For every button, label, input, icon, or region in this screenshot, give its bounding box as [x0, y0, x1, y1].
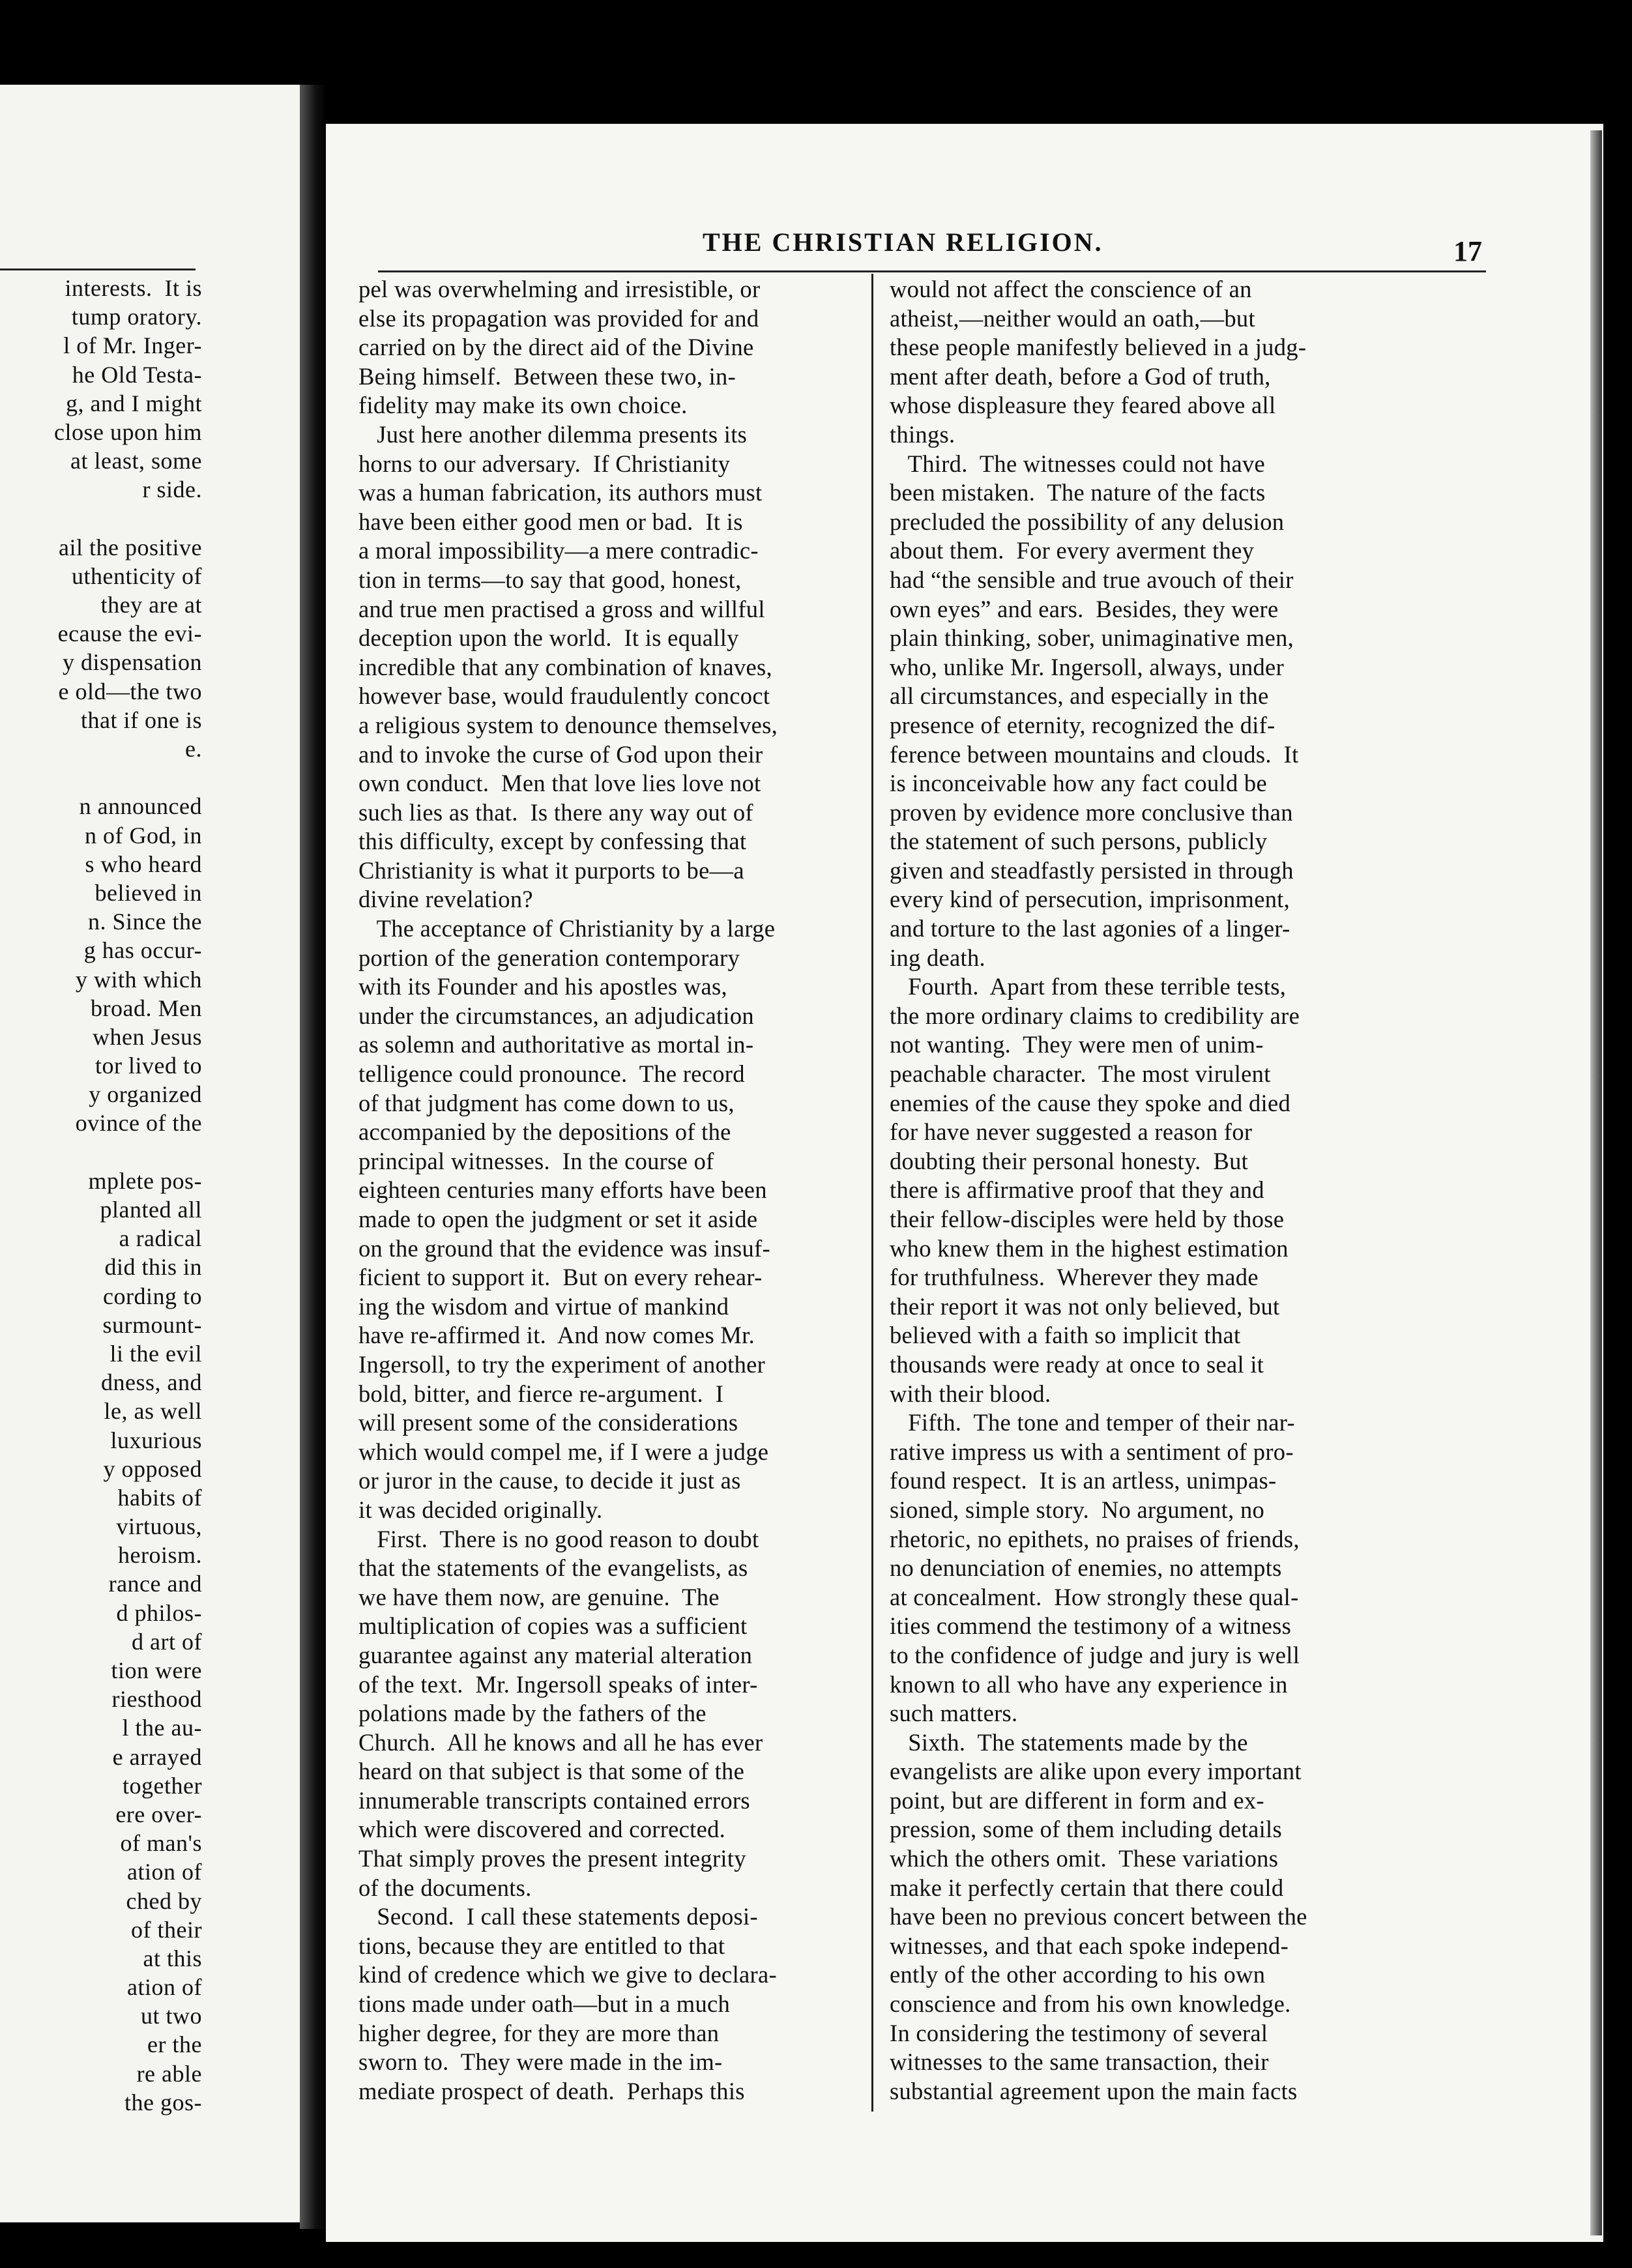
column-2-line: known to all who have any experience in	[890, 1670, 1288, 1698]
column-1-line: it was decided originally.	[358, 1496, 603, 1523]
left-page-line: ation of	[127, 1974, 202, 2001]
column-1-line: as solemn and authoritative as mortal in-	[358, 1031, 754, 1058]
column-2-line: pression, some of them including details	[890, 1816, 1282, 1843]
column-2-line: for truthfulness. Wherever they made	[890, 1264, 1259, 1291]
left-page-line: ere over-	[115, 1801, 202, 1827]
column-2-line: Third. The witnesses could not have	[890, 450, 1266, 477]
column-2-line: such matters.	[890, 1700, 1018, 1727]
column-1-line: Ingersoll, to try the experiment of another	[358, 1350, 766, 1378]
column-2-line: own eyes” and ears. Besides, they were	[890, 595, 1279, 622]
column-1-line: guarantee against any material alteration	[358, 1641, 753, 1668]
column-2-line: had “the sensible and true avouch of their	[890, 566, 1294, 593]
column-1-line: will present some of the considerations	[358, 1409, 738, 1436]
column-2-line: enemies of the cause they spoke and died	[890, 1089, 1291, 1116]
page-number: 17	[1453, 235, 1482, 267]
column-1-line: such lies as that. Is there any way out of	[358, 798, 753, 826]
column-2-line: In considering the testimony of several	[890, 2019, 1268, 2046]
left-page-line: y organized	[89, 1081, 202, 1108]
column-1-line: made to open the judgment or set it aside	[358, 1206, 758, 1232]
column-2-line: found respect. It is an artless, unimpas-	[890, 1467, 1277, 1494]
left-page-line: l of Mr. Inger-	[63, 332, 202, 359]
column-1-line: portion of the generation contemporary	[358, 944, 740, 971]
left-page-line: at this	[143, 1945, 202, 1971]
left-page-line	[0, 763, 202, 792]
text-column-1	[358, 275, 860, 2106]
column-2-line: is inconceivable how any fact could be	[890, 770, 1267, 797]
column-1-line: fidelity may make its own choice.	[358, 392, 688, 419]
column-1-line: and true men practised a gross and willful	[358, 595, 765, 622]
column-2-line: rative impress us with a sentiment of pro-	[890, 1438, 1294, 1465]
column-divider	[871, 274, 873, 2112]
left-page-line: broad. Men	[91, 995, 202, 1021]
left-page-line: virtuous,	[116, 1513, 202, 1540]
column-1-line: innumerable transcripts contained errors	[358, 1786, 750, 1814]
left-page-line: l the au-	[122, 1715, 202, 1741]
left-page-line: when Jesus	[93, 1023, 202, 1050]
left-page-head-rule	[0, 269, 196, 270]
column-1-line: that the statements of the evangelists, as	[358, 1554, 748, 1582]
column-2-line: not wanting. They were men of unim-	[890, 1031, 1264, 1058]
column-1-line: tions made under oath—but in a much	[358, 1990, 731, 2018]
column-1-line: which would compel me, if I were a judge	[358, 1438, 769, 1465]
left-page-line: re able	[136, 2060, 202, 2087]
left-page-line: ecause the evi-	[57, 620, 202, 647]
left-page-line: of man's	[120, 1830, 202, 1857]
page-edge	[1590, 130, 1602, 2235]
left-page-line: they are at	[100, 592, 202, 618]
column-2-line: proven by evidence more conclusive than	[890, 798, 1293, 826]
left-page-text-column	[0, 274, 202, 2117]
column-2-line: point, but are different in form and ex-	[890, 1786, 1264, 1814]
left-page-line: a radical	[119, 1225, 202, 1252]
column-2-line: which the others omit. These variations	[890, 1845, 1279, 1872]
column-2-line: these people manifestly believed in a judg-	[890, 334, 1307, 361]
left-page-line: riesthood	[111, 1686, 202, 1713]
column-1-line: tion in terms—to say that good, honest,	[358, 566, 742, 593]
column-1-line: telligence could pronounce. The record	[358, 1060, 745, 1088]
column-2-line: evangelists are alike upon every important	[890, 1758, 1302, 1785]
column-2-line: substantial agreement upon the main facts	[890, 2077, 1298, 2104]
column-2-line: Fourth. Apart from these terrible tests,	[890, 973, 1287, 1000]
column-1-line: we have them now, are genuine. The	[358, 1583, 720, 1610]
left-page-line: luxurious	[110, 1427, 202, 1453]
column-1-line: or juror in the cause, to decide it just as	[358, 1467, 741, 1494]
left-page-line: e arrayed	[112, 1743, 202, 1770]
left-facing-page	[0, 85, 300, 2222]
column-1-line: on the ground that the evidence was insuf-	[358, 1234, 770, 1262]
left-page-line: together	[123, 1772, 202, 1799]
column-1-line: a religious system to denounce themselves,	[358, 711, 778, 738]
column-2-line: peachable character. The most virulent	[890, 1060, 1271, 1088]
left-page-line: tion were	[111, 1657, 202, 1683]
column-2-line: at concealment. How strongly these qual-	[890, 1583, 1299, 1610]
left-page-line: ail the positive	[59, 534, 202, 560]
left-page-line: surmount-	[102, 1311, 202, 1338]
column-2-line: witnesses, and that each spoke independ-	[890, 1932, 1289, 1959]
column-2-line: presence of eternity, recognized the dif-	[890, 711, 1275, 738]
column-1-line: ing the wisdom and virtue of mankind	[358, 1292, 729, 1320]
left-page-line: n of God, in	[85, 822, 202, 849]
column-2-line: no denunciation of enemies, no attempts	[890, 1554, 1282, 1582]
column-2-line: Sixth. The statements made by the	[890, 1728, 1248, 1756]
column-2-line: the statement of such persons, publicly	[890, 828, 1268, 855]
left-page-line: interests. It is	[65, 275, 202, 301]
running-head: THE CHRISTIAN RELIGION.	[703, 227, 1103, 257]
left-page-line	[0, 504, 202, 533]
left-page-line: at least, some	[70, 448, 202, 474]
column-1-line: principal witnesses. In the course of	[358, 1147, 714, 1174]
column-1-line: Being himself. Between these two, in-	[358, 362, 736, 390]
column-2-line: would not affect the conscience of an	[890, 276, 1252, 302]
column-2-line: ment after death, before a God of truth,	[890, 362, 1271, 390]
left-page-line: d philos-	[116, 1599, 202, 1626]
column-2-line: sioned, simple story. No argument, no	[890, 1496, 1265, 1523]
column-1-line: That simply proves the present integrity	[358, 1845, 746, 1872]
column-2-line: make it perfectly certain that there could	[890, 1874, 1284, 1901]
column-1-line: mediate prospect of death. Perhaps this	[358, 2077, 745, 2104]
column-1-line: Christianity is what it purports to be—a	[358, 856, 744, 884]
column-1-line: Church. All he knows and all he has ever	[358, 1728, 763, 1756]
column-1-line: polations made by the fathers of the	[358, 1700, 707, 1727]
column-1-line: of that judgment has come down to us,	[358, 1089, 735, 1116]
column-1-line: horns to our adversary. If Christianity	[358, 450, 731, 477]
left-page-line: the gos-	[124, 2089, 202, 2115]
column-1-line: deception upon the world. It is equally	[358, 624, 739, 652]
column-1-line: have been either good men or bad. It is	[358, 508, 743, 535]
column-2-line: doubting their personal honesty. But	[890, 1147, 1249, 1174]
column-1-line: multiplication of copies was a sufficient	[358, 1612, 748, 1640]
column-1-line: own conduct. Men that love lies love not	[358, 770, 761, 797]
column-1-line: of the text. Mr. Ingersoll speaks of inter-	[358, 1670, 758, 1698]
left-page-line: n announced	[79, 793, 202, 820]
column-1-line: Second. I call these statements deposi-	[358, 1903, 758, 1930]
column-1-line: sworn to. They were made in the im-	[358, 2048, 723, 2076]
left-page-line: mplete pos-	[88, 1167, 202, 1194]
column-1-line: was a human fabrication, its authors must	[358, 479, 763, 506]
column-2-line: been mistaken. The nature of the facts	[890, 479, 1266, 506]
left-page-line: y opposed	[103, 1455, 202, 1482]
column-1-line: First. There is no good reason to doubt	[358, 1525, 759, 1552]
column-2-line: precluded the possibility of any delusion	[890, 508, 1285, 535]
left-page-line: of their	[131, 1916, 202, 1943]
column-1-line: The acceptance of Christianity by a large	[358, 915, 776, 942]
column-2-line: thousands were ready at once to seal it	[890, 1350, 1264, 1378]
column-2-line: ently of the other according to his own	[890, 1961, 1266, 1988]
column-1-line: however base, would fraudulently concoct	[358, 682, 770, 710]
column-2-line: who, unlike Mr. Ingersoll, always, under	[890, 653, 1285, 680]
text-column-2	[890, 275, 1398, 2106]
left-page-line: g has occur-	[83, 937, 202, 964]
right-page	[326, 124, 1603, 2242]
left-page-line: believed in	[95, 879, 202, 906]
left-page-line: dness, and	[101, 1369, 202, 1396]
column-1-line: have re-affirmed it. And now comes Mr.	[358, 1322, 755, 1349]
column-2-line: plain thinking, sober, unimaginative men,	[890, 624, 1294, 652]
column-2-line: Fifth. The tone and temper of their nar-	[890, 1409, 1295, 1436]
column-1-line: incredible that any combination of knaves,	[358, 653, 772, 680]
left-page-line: rance and	[108, 1571, 202, 1597]
column-1-line: carried on by the direct aid of the Divine	[358, 334, 754, 361]
column-1-line: accompanied by the depositions of the	[358, 1118, 731, 1146]
left-page-line: s who heard	[85, 850, 202, 877]
column-2-line: and torture to the last agonies of a linger-	[890, 915, 1290, 942]
left-page-line: y dispensation	[63, 649, 202, 676]
column-2-line: there is affirmative proof that they and	[890, 1176, 1264, 1204]
column-1-line: and to invoke the curse of God upon their	[358, 740, 763, 768]
left-page-line: ation of	[127, 1859, 202, 1885]
column-2-line: given and steadfastly persisted in through	[890, 856, 1294, 884]
column-1-line: of the documents.	[358, 1874, 532, 1901]
column-1-line: a moral impossibility—a mere contradic-	[358, 537, 759, 564]
column-1-line: else its propagation was provided for and	[358, 304, 759, 332]
column-2-line: who knew them in the highest estimation	[890, 1234, 1289, 1262]
column-2-line: have been no previous concert between the	[890, 1903, 1307, 1930]
column-2-line: about them. For every averment they	[890, 537, 1255, 564]
left-page-line: that if one is	[81, 706, 202, 733]
left-page-line: n. Since the	[88, 909, 202, 935]
column-1-line: tions, because they are entitled to that	[358, 1932, 725, 1959]
column-2-line: conscience and from his own knowledge.	[890, 1990, 1291, 2018]
left-page-line: tor lived to	[95, 1053, 202, 1079]
column-2-line: every kind of persecution, imprisonment,	[890, 886, 1290, 913]
column-1-line: heard on that subject is that some of the	[358, 1758, 745, 1785]
left-page-line	[0, 1138, 202, 1167]
column-2-line: rhetoric, no epithets, no praises of friends,	[890, 1525, 1300, 1552]
left-page-line: le, as well	[104, 1398, 202, 1425]
left-page-line: y with which	[76, 966, 202, 993]
column-2-line: with their blood.	[890, 1380, 1051, 1407]
column-1-line: Just here another dilemma presents its	[358, 420, 748, 448]
column-1-line: ficient to support it. But on every rehear-	[358, 1264, 763, 1291]
left-page-line: he Old Testa-	[72, 361, 202, 388]
column-1-line: this difficulty, except by confessing that	[358, 828, 747, 855]
column-2-line: whose displeasure they feared above all	[890, 392, 1276, 419]
column-2-line: to the confidence of judge and jury is well	[890, 1641, 1300, 1668]
column-1-line: pel was overwhelming and irresistible, or	[358, 276, 761, 302]
page-header	[326, 227, 1603, 266]
column-2-line: all circumstances, and especially in the	[890, 682, 1269, 710]
left-page-line: tump oratory.	[71, 304, 202, 330]
column-2-line: atheist,—neither would an oath,—but	[890, 304, 1255, 332]
column-2-line: believed with a faith so implicit that	[890, 1322, 1241, 1349]
left-page-line: did this in	[104, 1254, 202, 1281]
column-1-line: kind of credence which we give to declara-	[358, 1961, 777, 1988]
left-page-line: e old—the two	[58, 678, 202, 705]
left-page-line: r side.	[142, 476, 202, 503]
column-2-line: their report it was not only believed, but	[890, 1292, 1280, 1320]
column-2-line: ference between mountains and clouds. It	[890, 740, 1299, 768]
left-page-line: g, and I might	[66, 390, 202, 416]
left-page-line: ovince of the	[75, 1110, 202, 1137]
header-rule	[378, 270, 1486, 272]
left-page-line: e.	[185, 736, 202, 762]
left-page-line: ut two	[140, 2003, 202, 2029]
column-2-line: ing death.	[890, 944, 985, 971]
column-2-line: for have never suggested a reason for	[890, 1118, 1253, 1146]
left-page-line: ched by	[126, 1887, 202, 1914]
left-page-line: heroism.	[118, 1542, 202, 1569]
book-gutter	[300, 85, 326, 2229]
left-page-line: uthenticity of	[72, 562, 202, 589]
column-2-line: their fellow-disciples were held by those	[890, 1206, 1285, 1232]
column-2-line: the more ordinary claims to credibility are	[890, 1002, 1300, 1029]
left-page-line: planted all	[100, 1197, 202, 1223]
column-1-line: eighteen centuries many efforts have been	[358, 1176, 767, 1204]
column-2-line: witnesses to the same transaction, their	[890, 2048, 1269, 2076]
left-page-line: cording to	[103, 1283, 202, 1309]
column-1-line: divine revelation?	[358, 886, 533, 913]
column-1-line: which were discovered and corrected.	[358, 1816, 726, 1843]
left-page-line: close upon him	[54, 418, 202, 445]
left-page-line: li the evil	[109, 1340, 202, 1367]
left-page-line: d art of	[132, 1628, 202, 1655]
column-1-line: bold, bitter, and fierce re-argument. I	[358, 1380, 724, 1407]
column-1-line: with its Founder and his apostles was,	[358, 973, 727, 1000]
column-2-line: things.	[890, 420, 955, 448]
column-2-line: ities commend the testimony of a witness	[890, 1612, 1292, 1640]
left-page-line: er the	[147, 2031, 202, 2058]
left-page-line: habits of	[117, 1484, 202, 1511]
column-1-line: under the circumstances, an adjudication	[358, 1002, 754, 1029]
column-1-line: higher degree, for they are more than	[358, 2019, 720, 2046]
